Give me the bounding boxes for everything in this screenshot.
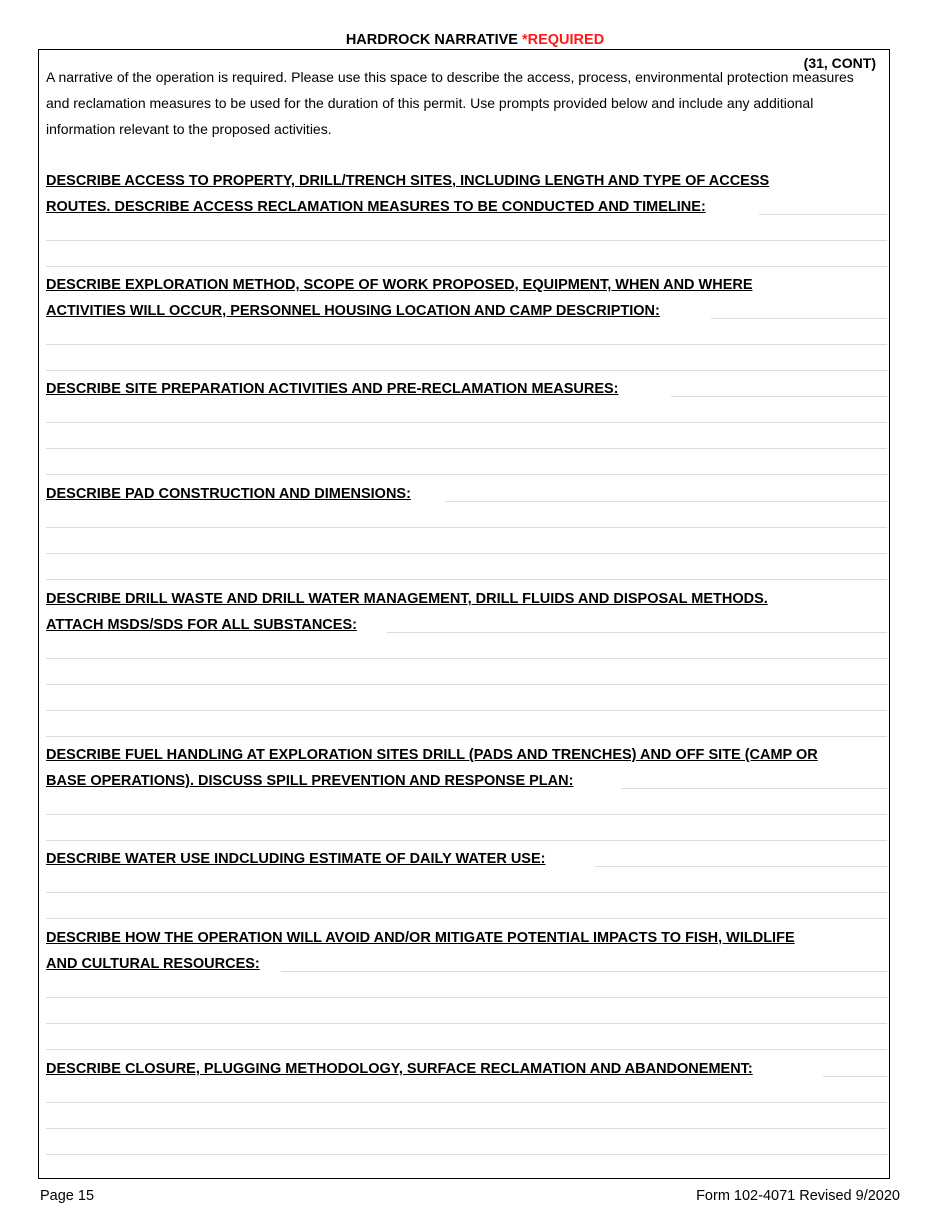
answer-line-closure-2[interactable] bbox=[46, 1102, 887, 1103]
section-drill-waste-heading-line2: ATTACH MSDS/SDS FOR ALL SUBSTANCES: bbox=[46, 617, 357, 633]
section-access-heading-line2: ROUTES. DESCRIBE ACCESS RECLAMATION MEASURES TO BE CONDUCTED AND TIMELINE: bbox=[46, 199, 706, 215]
section-fuel-heading-line1: DESCRIBE FUEL HANDLING AT EXPLORATION SITES DRILL (PADS AND TRENCHES) AND OFF SITE (CAMP OR bbox=[46, 747, 818, 763]
answer-line-impacts-1[interactable] bbox=[281, 971, 887, 972]
answer-line-site-prep-3[interactable] bbox=[46, 448, 887, 449]
answer-line-water-1[interactable] bbox=[595, 866, 887, 867]
intro-text: A narrative of the operation is required. Please use this space to describe the access, process, environmental protection measures and reclamation measures to be used for the duration of this permit. Use prompts provided below and include any additional information relevant to the proposed activities. bbox=[46, 69, 854, 137]
page-reference: (31, CONT) bbox=[803, 55, 876, 71]
answer-line-access-3[interactable] bbox=[46, 266, 887, 267]
section-site-prep-heading: DESCRIBE SITE PREPARATION ACTIVITIES AND PRE-RECLAMATION MEASURES: bbox=[46, 381, 619, 397]
answer-line-access-2[interactable] bbox=[46, 240, 887, 241]
answer-line-water-3[interactable] bbox=[46, 918, 887, 919]
narrative-frame bbox=[38, 49, 890, 1179]
section-exploration-heading-line1: DESCRIBE EXPLORATION METHOD, SCOPE OF WORK PROPOSED, EQUIPMENT, WHEN AND WHERE bbox=[46, 277, 753, 293]
section-access bbox=[46, 168, 887, 220]
section-fuel bbox=[46, 742, 887, 794]
section-impacts-heading-line1: DESCRIBE HOW THE OPERATION WILL AVOID AND/OR MITIGATE POTENTIAL IMPACTS TO FISH, WILDLIFE bbox=[46, 930, 795, 946]
answer-line-drill-waste-2[interactable] bbox=[46, 658, 887, 659]
section-pad-heading: DESCRIBE PAD CONSTRUCTION AND DIMENSIONS: bbox=[46, 486, 411, 502]
answer-line-access-1[interactable] bbox=[759, 214, 887, 215]
section-site-prep bbox=[46, 376, 887, 402]
answer-line-exploration-3[interactable] bbox=[46, 370, 887, 371]
section-impacts-heading-line2: AND CULTURAL RESOURCES: bbox=[46, 956, 260, 972]
section-drill-waste bbox=[46, 586, 887, 638]
answer-line-closure-1[interactable] bbox=[823, 1076, 887, 1077]
form-title bbox=[0, 32, 950, 48]
form-number: Form 102-4071 Revised 9/2020 bbox=[696, 1188, 900, 1204]
answer-line-exploration-1[interactable] bbox=[711, 318, 887, 319]
answer-line-pad-1[interactable] bbox=[445, 501, 887, 502]
section-access-heading-line1: DESCRIBE ACCESS TO PROPERTY, DRILL/TRENCH SITES, INCLUDING LENGTH AND TYPE OF ACCESS bbox=[46, 173, 770, 189]
form-title-text: HARDROCK NARRATIVE bbox=[345, 32, 518, 48]
answer-line-closure-4[interactable] bbox=[46, 1154, 887, 1155]
answer-line-pad-2[interactable] bbox=[46, 527, 887, 528]
section-fuel-heading-line2: BASE OPERATIONS). DISCUSS SPILL PREVENTION AND RESPONSE PLAN: bbox=[46, 773, 574, 789]
section-pad bbox=[46, 481, 887, 507]
section-impacts bbox=[46, 925, 887, 977]
required-marker: *REQUIRED bbox=[521, 32, 605, 48]
answer-line-fuel-1[interactable] bbox=[621, 788, 887, 789]
answer-line-site-prep-4[interactable] bbox=[46, 474, 887, 475]
answer-line-drill-waste-5[interactable] bbox=[46, 736, 887, 737]
answer-line-fuel-2[interactable] bbox=[46, 814, 887, 815]
answer-line-impacts-2[interactable] bbox=[46, 997, 887, 998]
answer-line-drill-waste-1[interactable] bbox=[387, 632, 887, 633]
section-closure-heading: DESCRIBE CLOSURE, PLUGGING METHODOLOGY, SURFACE RECLAMATION AND ABANDONEMENT: bbox=[46, 1061, 753, 1077]
answer-line-impacts-3[interactable] bbox=[46, 1023, 887, 1024]
section-exploration bbox=[46, 272, 887, 324]
section-water-heading: DESCRIBE WATER USE INDCLUDING ESTIMATE OF DAILY WATER USE: bbox=[46, 851, 546, 867]
answer-line-exploration-2[interactable] bbox=[46, 344, 887, 345]
answer-line-drill-waste-3[interactable] bbox=[46, 684, 887, 685]
section-exploration-heading-line2: ACTIVITIES WILL OCCUR, PERSONNEL HOUSING LOCATION AND CAMP DESCRIPTION: bbox=[46, 303, 660, 319]
answer-line-pad-4[interactable] bbox=[46, 579, 887, 580]
answer-line-water-2[interactable] bbox=[46, 892, 887, 893]
answer-line-impacts-4[interactable] bbox=[46, 1049, 887, 1050]
section-closure bbox=[46, 1056, 887, 1082]
answer-line-site-prep-1[interactable] bbox=[671, 396, 887, 397]
answer-line-site-prep-2[interactable] bbox=[46, 422, 887, 423]
answer-line-closure-3[interactable] bbox=[46, 1128, 887, 1129]
section-water bbox=[46, 846, 887, 872]
answer-line-drill-waste-4[interactable] bbox=[46, 710, 887, 711]
section-drill-waste-heading-line1: DESCRIBE DRILL WASTE AND DRILL WATER MANAGEMENT, DRILL FLUIDS AND DISPOSAL METHODS. bbox=[46, 591, 768, 607]
answer-line-fuel-3[interactable] bbox=[46, 840, 887, 841]
answer-line-pad-3[interactable] bbox=[46, 553, 887, 554]
page-number: Page 15 bbox=[40, 1188, 95, 1204]
